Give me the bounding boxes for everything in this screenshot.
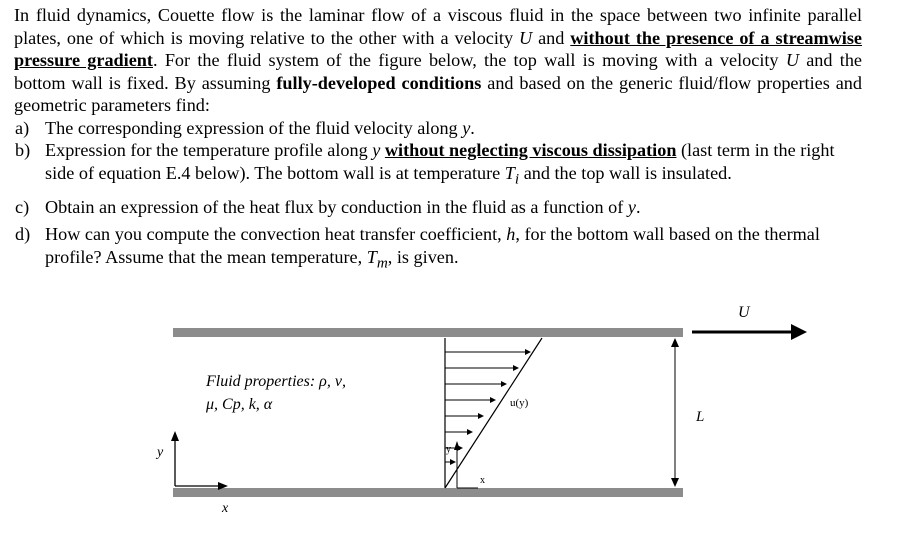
top-wall xyxy=(173,328,683,337)
question-text: Expression for the temperature profile along xyxy=(45,140,373,160)
height-label: L xyxy=(696,409,705,425)
question-text: (last term in the right side of equation E.4 below). The bottom wall is at temperature xyxy=(45,140,835,183)
question-b xyxy=(14,139,862,191)
question-label: b) xyxy=(15,140,31,160)
emphasis-fully-developed: fully-developed conditions xyxy=(276,72,482,93)
question-text: . xyxy=(470,117,475,138)
fluid-properties-line1: Fluid properties: ρ, ν, xyxy=(206,373,346,390)
x-axis-label: x xyxy=(222,501,229,516)
fluid-properties-line2: μ, Cp, k, α xyxy=(206,396,273,413)
question-text: Obtain an expression of the heat flux by conduction in the fluid as a function of xyxy=(45,196,628,217)
profile-y-label: y xyxy=(446,444,451,455)
intro-text: . For the fluid system of the figure below, the top wall is moving with a velocity xyxy=(152,50,786,70)
profile-envelope-line xyxy=(445,338,542,488)
intro-text: and the bottom wall is fixed. By assuming xyxy=(14,50,863,93)
velocity-label: U xyxy=(738,304,750,321)
intro-paragraph xyxy=(14,4,862,117)
question-a xyxy=(14,117,862,140)
velocity-arrow-head-icon xyxy=(791,324,807,340)
emphasis-no-pressure-gradient: without the presence of a streamwise pressure gradient xyxy=(14,27,862,70)
question-label: a) xyxy=(15,117,30,138)
intro-text: and xyxy=(532,27,571,48)
velocity-symbol: U xyxy=(519,27,533,48)
emphasis-viscous-dissipation: without neglecting viscous dissipation xyxy=(384,140,677,160)
h-symbol: h xyxy=(506,224,516,245)
question-d xyxy=(14,223,862,275)
question-label: c) xyxy=(15,196,30,217)
y-symbol: y xyxy=(462,117,471,138)
question-text: The corresponding expression of the fluid velocity along xyxy=(45,117,463,138)
height-arrow-up-icon xyxy=(671,338,679,347)
profile-label: u(y) xyxy=(510,397,529,409)
couette-flow-diagram xyxy=(140,300,820,522)
question-text: and the top wall is insulated. xyxy=(519,162,732,183)
intro-text: and based on the generic fluid/flow properties and geometric parameters find: xyxy=(14,72,862,115)
temperature-subscript: m xyxy=(376,254,388,272)
couette-flow-figure xyxy=(140,300,820,522)
velocity-symbol: U xyxy=(785,50,799,70)
y-axis-arrow-icon xyxy=(171,431,179,441)
question-text: , is given. xyxy=(387,246,459,267)
bottom-wall xyxy=(173,488,683,497)
temperature-symbol: T xyxy=(366,246,377,267)
profile-y-arrow-icon xyxy=(454,441,460,450)
question-text: How can you compute the convection heat transfer coefficient, xyxy=(45,224,507,245)
question-text: , for the bottom wall based on the thermal profile? Assume that the mean temperature, xyxy=(45,224,820,267)
profile-x-label: x xyxy=(480,475,485,486)
problem-statement xyxy=(14,4,862,275)
question-text: . xyxy=(635,196,641,217)
question-c xyxy=(14,196,862,219)
y-symbol: y xyxy=(627,196,636,217)
y-symbol: y xyxy=(372,140,381,160)
question-label: d) xyxy=(15,224,31,245)
y-axis-label: y xyxy=(157,445,164,460)
height-arrow-down-icon xyxy=(671,478,679,487)
temperature-subscript: i xyxy=(514,170,520,188)
temperature-symbol: T xyxy=(504,162,515,183)
intro-text: In fluid dynamics, Couette flow is the laminar flow of a viscous fluid in the space between two infinite parallel plates, one of which is moving relative to the other with a velocity xyxy=(14,5,862,48)
